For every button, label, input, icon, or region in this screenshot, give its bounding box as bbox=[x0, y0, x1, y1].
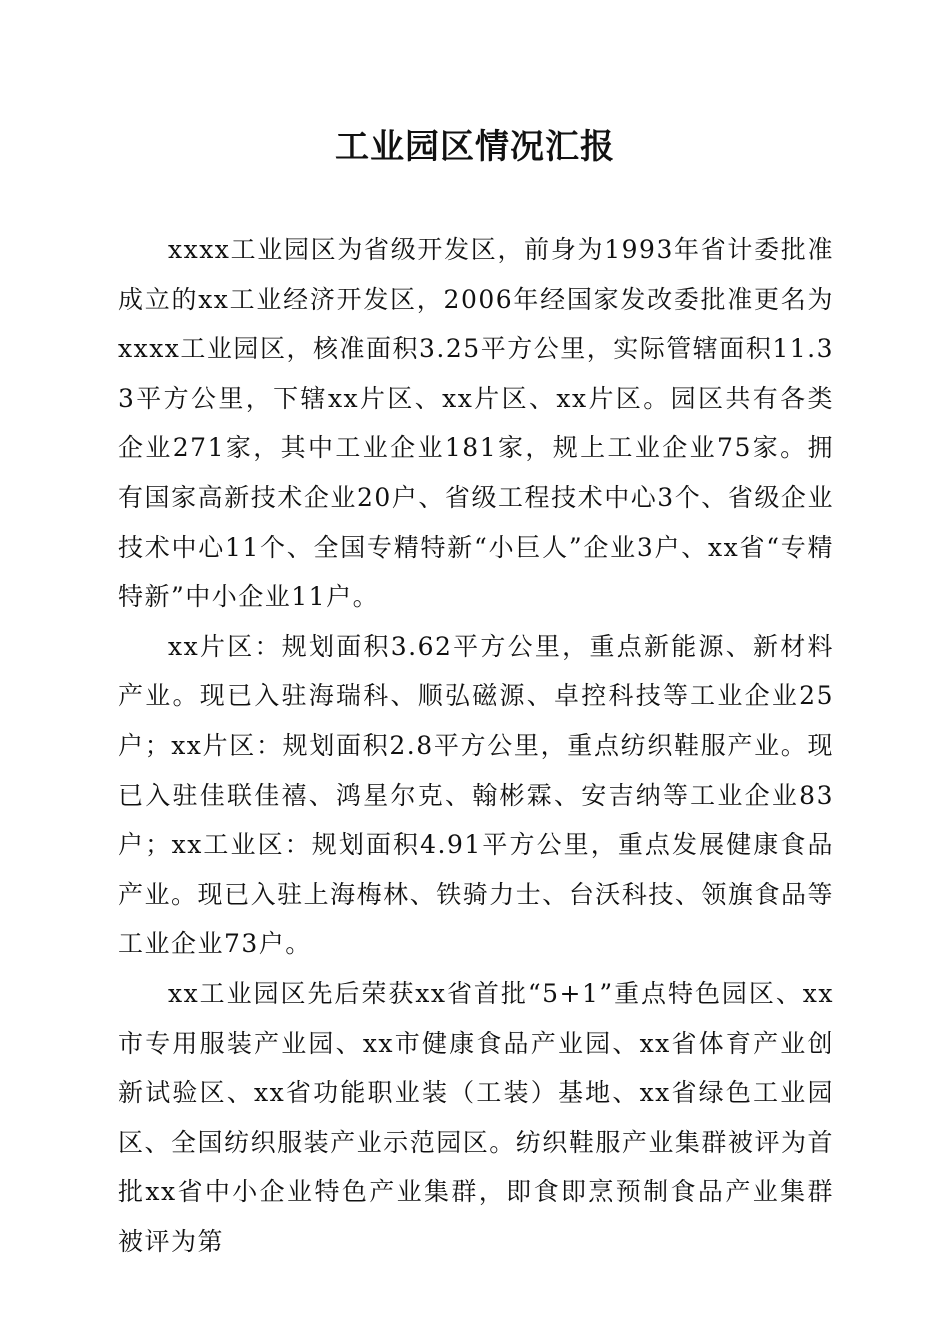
paragraph-honors: xx工业园区先后荣获xx省首批“5+1”重点特色园区、xx市专用服装产业园、xx市健康食品产业园、xx省体育产业创新试验区、xx省功能职业装（工装）基地、xx省绿色工业园区、全国纺织服装产业示范园区。纺织鞋服产业集群被评为首批xx省中小企业特色产业集群，即食即烹预制食品产业集群被评为第 bbox=[118, 978, 834, 1256]
paragraph-overview: xxxx工业园区为省级开发区，前身为1993年省计委批准成立的xx工业经济开发区，2006年经国家发改委批准更名为xxxx工业园区，核准面积3.25平方公里，实际管辖面积11.33平方公里，下辖xx片区、xx片区、xx片区。园区共有各类企业271家，其中工业企业181家，规上工业企业75家。拥有国家高新技术企业20户、省级工程技术中心3个、省级企业技术中心11个、全国专精特新“小巨人”企业3户、xx省“专精特新”中小企业11户。 bbox=[118, 235, 834, 612]
document-body bbox=[118, 225, 834, 1266]
paragraph-districts: xx片区：规划面积3.62平方公里，重点新能源、新材料产业。现已入驻海瑞科、顺弘磁源、卓控科技等工业企业25户；xx片区：规划面积2.8平方公里，重点纺织鞋服产业。现已入驻佳联佳禧、鸿星尔克、翰彬霖、安吉纳等工业企业83户；xx工业区：规划面积4.91平方公里，重点发展健康食品产业。现已入驻上海梅林、铁骑力士、台沃科技、领旗食品等工业企业73户。 bbox=[118, 631, 834, 959]
document-title: 工业园区情况汇报 bbox=[335, 127, 615, 167]
